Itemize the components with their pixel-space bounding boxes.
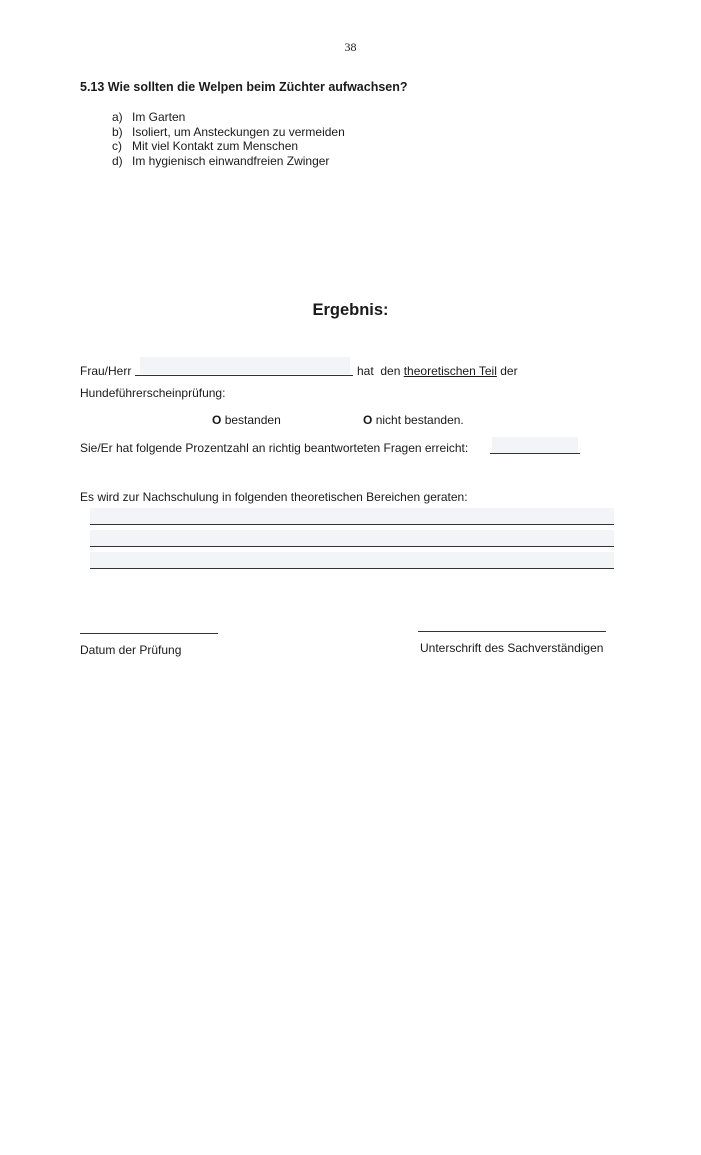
option-text: Im Garten: [132, 110, 186, 124]
exam-name: Hundeführerscheinprüfung:: [80, 386, 226, 400]
result-heading: Ergebnis:: [312, 301, 389, 319]
option-text: Mit viel Kontakt zum Menschen: [132, 139, 299, 153]
passed-circle-marker: O: [212, 413, 222, 427]
option-letter: d): [112, 153, 123, 168]
option-text: Isoliert, um Ansteckungen zu vermeiden: [132, 124, 345, 139]
retraining-line: [90, 524, 614, 525]
retraining-field[interactable]: [90, 508, 614, 524]
option-passed[interactable]: [212, 413, 281, 427]
answer-option: [112, 139, 345, 154]
answer-option: [112, 154, 345, 169]
end-text: der: [500, 364, 518, 378]
name-field[interactable]: [140, 357, 350, 374]
date-line: [80, 633, 218, 634]
failed-label: nicht bestanden.: [375, 413, 464, 427]
name-label: Frau/Herr: [80, 364, 132, 378]
date-label: Datum der Prüfung: [80, 643, 182, 657]
signature-line: [418, 631, 606, 632]
retraining-field[interactable]: [90, 530, 614, 546]
percentage-field[interactable]: [492, 437, 578, 453]
signature-label: Unterschrift des Sachverständigen: [420, 641, 604, 655]
retraining-label: Es wird zur Nachschulung in folgenden theoretischen Bereichen geraten:: [80, 490, 468, 504]
answer-option: [112, 110, 345, 125]
answer-options: [112, 110, 345, 168]
option-text: Im hygienisch einwandfreien Zwinger: [132, 153, 330, 168]
question-title: 5.13 Wie sollten die Welpen beim Züchter aufwachsen?: [80, 80, 408, 94]
option-letter: b): [112, 124, 123, 139]
theoretical-part-text: theoretischen Teil: [403, 364, 497, 378]
retraining-field[interactable]: [90, 552, 614, 568]
percentage-label: Sie/Er hat folgende Prozentzahl an richtig beantworteten Fragen erreicht:: [80, 441, 469, 455]
failed-circle-marker: O: [363, 413, 373, 427]
option-letter: a): [112, 110, 123, 124]
name-underline: [135, 375, 353, 376]
option-letter: c): [112, 139, 122, 153]
mid-text: hat den: [357, 364, 401, 378]
retraining-line: [90, 568, 614, 569]
option-failed[interactable]: [363, 413, 464, 427]
percentage-underline: [490, 453, 580, 454]
retraining-line: [90, 546, 614, 547]
answer-option: [112, 125, 345, 140]
result-mid-text: [357, 364, 518, 378]
passed-label: bestanden: [224, 413, 281, 427]
page-number: 38: [344, 40, 357, 54]
